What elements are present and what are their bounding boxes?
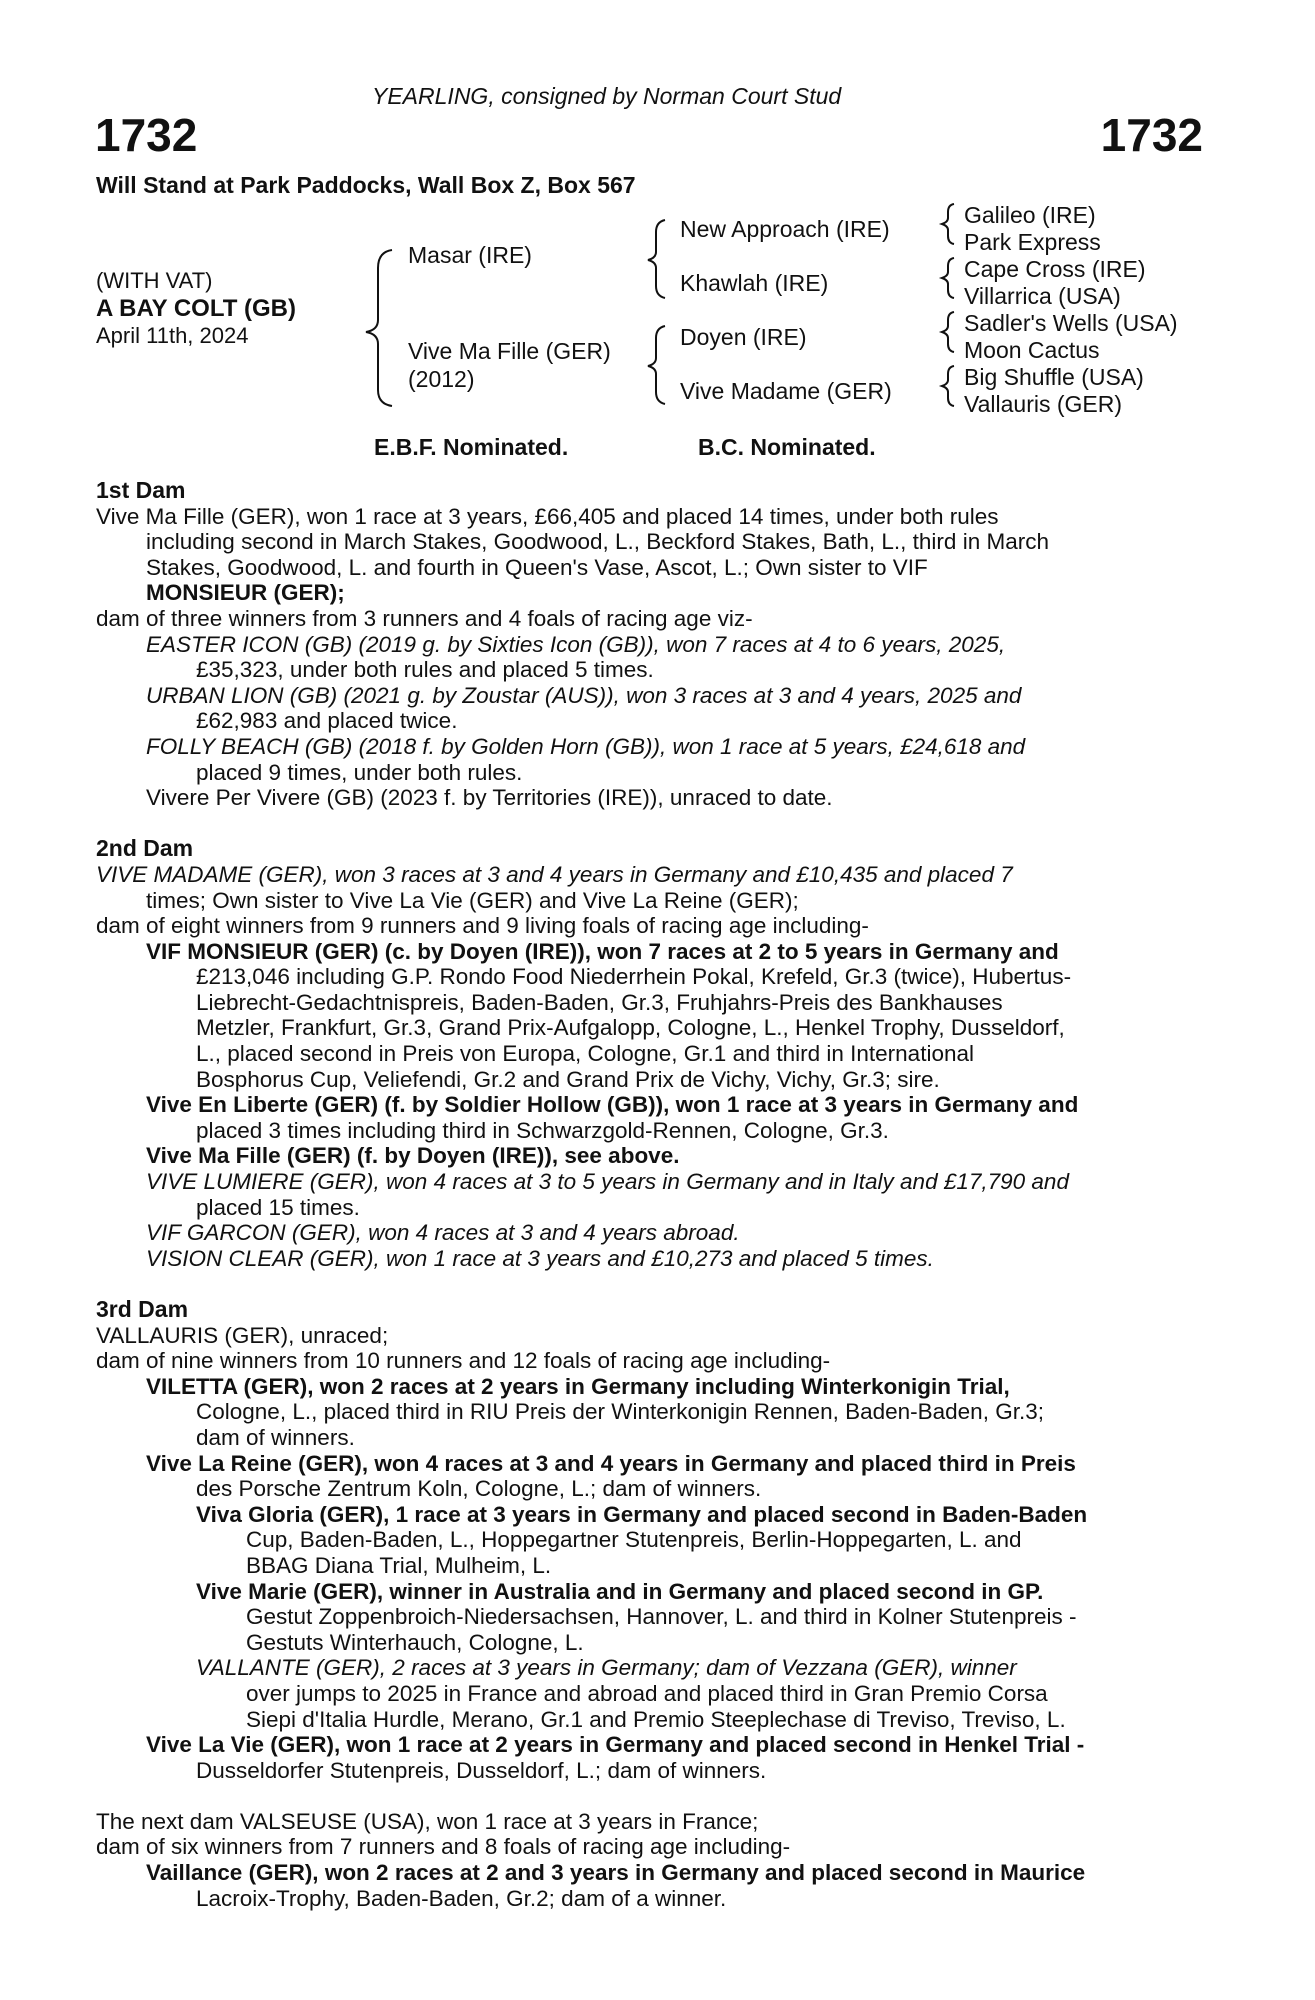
- next-dam-line: dam of six winners from 7 runners and 8 foals of racing age including-: [96, 1834, 791, 1860]
- progeny-line: placed 9 times, under both rules.: [196, 759, 523, 785]
- vat-note: (WITH VAT): [96, 268, 213, 293]
- third-dam-heading: 3rd Dam: [96, 1296, 189, 1322]
- progeny-line: BBAG Diana Trial, Mulheim, L.: [246, 1552, 552, 1578]
- pedigree-dam-sire: Doyen (IRE): [680, 324, 807, 350]
- pedigree-dsd: Moon Cactus: [964, 337, 1100, 363]
- ebf-nominated: E.B.F. Nominated.: [374, 434, 569, 460]
- progeny-line: Vive Marie (GER), winner in Australia and in Germany and placed second in GP.: [196, 1578, 1044, 1604]
- first-dam-line: dam of three winners from 3 runners and 4 foals of racing age viz-: [96, 605, 753, 631]
- progeny-line: Dusseldorfer Stutenpreis, Dusseldorf, L.; dam of winners.: [196, 1757, 767, 1783]
- first-dam-line: Vive Ma Fille (GER), won 1 race at 3 years, £66,405 and placed 14 times, under both rules: [96, 503, 999, 529]
- progeny-line: VIVE LUMIERE (GER), won 4 races at 3 to 5 years in Germany and in Italy and £17,790 and: [146, 1169, 1069, 1195]
- lot-number-right: 1732: [1100, 109, 1203, 161]
- pedigree-sss: Galileo (IRE): [964, 202, 1096, 228]
- progeny-line: Gestuts Winterhauch, Cologne, L.: [246, 1629, 584, 1655]
- progeny-line: Cup, Baden-Baden, L., Hoppegartner Stutenpreis, Berlin-Hoppegarten, L. and: [246, 1527, 1022, 1553]
- progeny-line: placed 15 times.: [196, 1194, 360, 1220]
- pedigree-sire-sire: New Approach (IRE): [680, 216, 890, 242]
- progeny-line: £213,046 including G.P. Rondo Food Niederrhein Pokal, Krefeld, Gr.3 (twice), Hubertus-: [196, 964, 1072, 990]
- pedigree-sds: Cape Cross (IRE): [964, 256, 1146, 282]
- progeny-line: placed 3 times including third in Schwarzgold-Rennen, Cologne, Gr.3.: [196, 1117, 889, 1143]
- progeny-line: VALLANTE (GER), 2 races at 3 years in Germany; dam of Vezzana (GER), winner: [196, 1655, 1017, 1681]
- next-dam-section: [96, 1809, 1200, 1911]
- progeny-line: EASTER ICON (GB) (2019 g. by Sixties Icon (GB)), won 7 races at 4 to 6 years, 2025,: [146, 631, 1006, 657]
- pedigree-dds: Big Shuffle (USA): [964, 364, 1144, 390]
- second-dam-line: VIVE MADAME (GER), won 3 races at 3 and 4 years in Germany and £10,435 and placed 7: [96, 861, 1013, 887]
- stand-location: Will Stand at Park Paddocks, Wall Box Z, Box 567: [96, 172, 636, 198]
- pedigree-dam-dam: Vive Madame (GER): [680, 378, 892, 404]
- family-details: [96, 478, 1200, 1911]
- horse-name: A BAY COLT (GB): [96, 295, 297, 322]
- foaling-date: April 11th, 2024: [96, 323, 249, 348]
- progeny-line: Vaillance (GER), won 2 races at 2 and 3 years in Germany and placed second in Maurice: [146, 1860, 1086, 1886]
- pedigree-sdd: Villarrica (USA): [964, 283, 1121, 309]
- first-dam-heading: 1st Dam: [96, 477, 186, 503]
- progeny-line: Siepi d'Italia Hurdle, Merano, Gr.1 and Premio Steeplechase di Treviso, Treviso, L.: [246, 1706, 1066, 1732]
- pedigree-dam-year: (2012): [408, 366, 475, 392]
- pedigree-ssd: Park Express: [964, 229, 1101, 255]
- progeny-line: URBAN LION (GB) (2021 g. by Zoustar (AUS)), won 3 races at 3 and 4 years, 2025 and: [146, 682, 1022, 708]
- pedigree-ddd: Vallauris (GER): [964, 391, 1123, 417]
- progeny-line: des Porsche Zentrum Koln, Cologne, L.; dam of winners.: [196, 1476, 762, 1502]
- progeny-line: Bosphorus Cup, Veliefendi, Gr.2 and Grand Prix de Vichy, Vichy, Gr.3; sire.: [196, 1066, 940, 1092]
- pedigree-sire-dam: Khawlah (IRE): [680, 270, 829, 296]
- third-dam-section: [96, 1323, 1200, 1784]
- progeny-line: FOLLY BEACH (GB) (2018 f. by Golden Horn (GB)), won 1 race at 5 years, £24,618 and: [146, 733, 1026, 759]
- pedigree-dss: Sadler's Wells (USA): [964, 310, 1178, 336]
- first-dam-line: Stakes, Goodwood, L. and fourth in Queen's Vase, Ascot, L.; Own sister to VIF: [146, 554, 928, 580]
- progeny-line: Liebrecht-Gedachtnispreis, Baden-Baden, Gr.3, Fruhjahrs-Preis des Bankhauses: [196, 989, 1003, 1015]
- first-dam-line: including second in March Stakes, Goodwood, L., Beckford Stakes, Bath, L., third in March: [146, 529, 1049, 555]
- progeny-line: VIF MONSIEUR (GER) (c. by Doyen (IRE)), won 7 races at 2 to 5 years in Germany and: [146, 938, 1059, 964]
- third-dam-line: VALLAURIS (GER), unraced;: [96, 1322, 389, 1348]
- progeny-line: VISION CLEAR (GER), won 1 race at 3 years and £10,273 and placed 5 times.: [146, 1245, 934, 1271]
- progeny-line: Metzler, Frankfurt, Gr.3, Grand Prix-Aufgalopp, Cologne, L., Henkel Trophy, Dusseldorf,: [196, 1015, 1065, 1041]
- progeny-line: Cologne, L., placed third in RIU Preis der Winterkonigin Rennen, Baden-Baden, Gr.3;: [196, 1399, 1044, 1425]
- progeny-line: Gestut Zoppenbroich-Niedersachsen, Hannover, L. and third in Kolner Stutenpreis -: [246, 1604, 1077, 1630]
- progeny-line: Lacroix-Trophy, Baden-Baden, Gr.2; dam of a winner.: [196, 1885, 727, 1911]
- pedigree-dam: Vive Ma Fille (GER): [408, 338, 611, 364]
- second-dam-heading: 2nd Dam: [96, 835, 194, 862]
- third-dam-line: dam of nine winners from 10 runners and 12 foals of racing age including-: [96, 1348, 831, 1374]
- progeny-line: Vive En Liberte (GER) (f. by Soldier Hollow (GB)), won 1 race at 3 years in Germany and: [146, 1092, 1079, 1118]
- second-dam-section: [96, 862, 1200, 1272]
- progeny-line: Vivere Per Vivere (GB) (2023 f. by Territories (IRE)), unraced to date.: [146, 785, 833, 811]
- progeny-line: £35,323, under both rules and placed 5 times.: [196, 657, 654, 683]
- progeny-line: VILETTA (GER), won 2 races at 2 years in Germany including Winterkonigin Trial,: [146, 1373, 1010, 1399]
- first-dam-section: [96, 504, 1200, 811]
- progeny-line: Vive Ma Fille (GER) (f. by Doyen (IRE)), see above.: [146, 1143, 680, 1169]
- progeny-line: Vive La Vie (GER), won 1 race at 2 years in Germany and placed second in Henkel Trial -: [146, 1732, 1085, 1758]
- second-dam-line: times; Own sister to Vive La Vie (GER) and Vive La Reine (GER);: [146, 887, 799, 913]
- second-dam-line: dam of eight winners from 9 runners and 9 living foals of racing age including-: [96, 913, 869, 939]
- progeny-line: £62,983 and placed twice.: [196, 708, 458, 734]
- progeny-line: VIF GARCON (GER), won 4 races at 3 and 4 years abroad.: [146, 1220, 740, 1246]
- progeny-line: Viva Gloria (GER), 1 race at 3 years in Germany and placed second in Baden-Baden: [196, 1501, 1088, 1527]
- next-dam-line: The next dam VALSEUSE (USA), won 1 race at 3 years in France;: [96, 1808, 759, 1834]
- progeny-line: Vive La Reine (GER), won 4 races at 3 and 4 years in Germany and placed third in Preis: [146, 1450, 1076, 1476]
- catalogue-subtitle: YEARLING, consigned by Norman Court Stud: [372, 83, 842, 109]
- progeny-line: over jumps to 2025 in France and abroad and placed third in Gran Premio Corsa: [246, 1680, 1048, 1706]
- first-dam-line: MONSIEUR (GER);: [146, 580, 345, 606]
- pedigree-sire: Masar (IRE): [408, 242, 532, 268]
- bc-nominated: B.C. Nominated.: [698, 434, 876, 460]
- progeny-line: dam of winners.: [196, 1424, 355, 1450]
- progeny-line: L., placed second in Preis von Europa, Cologne, Gr.1 and third in International: [196, 1041, 974, 1067]
- lot-number-left: 1732: [95, 109, 198, 161]
